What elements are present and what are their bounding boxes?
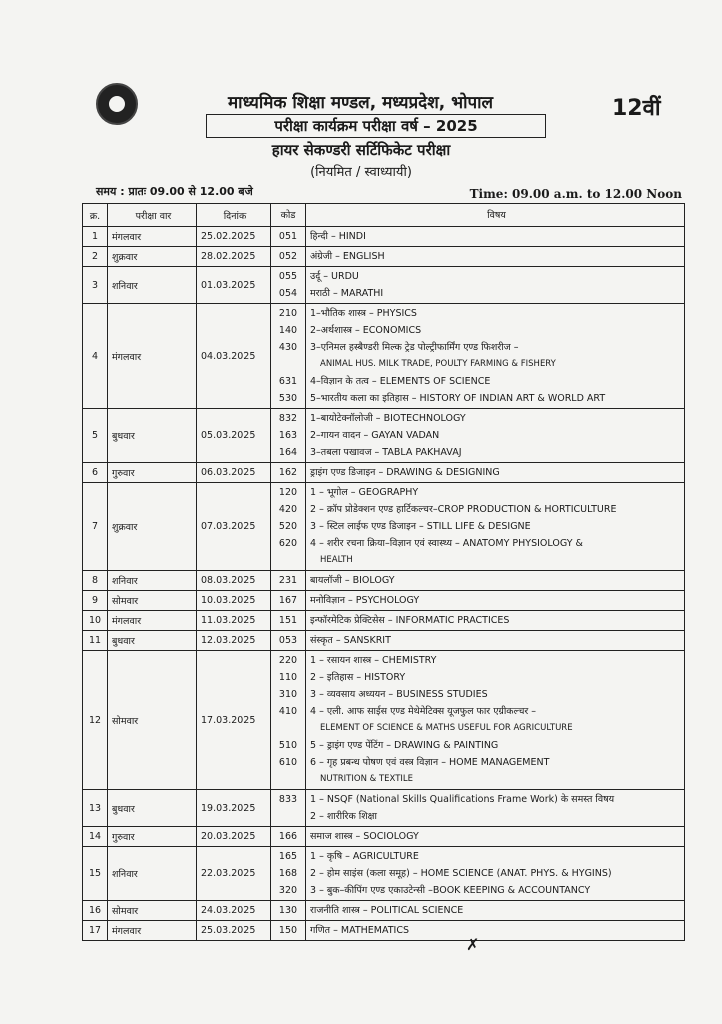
subject-line: 1–भौतिक शास्त्र – PHYSICS [310, 308, 417, 319]
board-logo-icon [96, 83, 138, 125]
subject-code [272, 356, 304, 373]
row-serial: 4 [83, 304, 108, 409]
row-day: सोमवार [108, 591, 197, 611]
row-day: सोमवार [108, 901, 197, 921]
row-subjects [306, 847, 685, 901]
row-day: बुधवार [108, 409, 197, 463]
table-row [83, 247, 685, 267]
row-date: 10.03.2025 [197, 591, 271, 611]
table-row [83, 631, 685, 651]
subject-code: 168 [278, 868, 298, 879]
subject-line: मराठी – MARATHI [310, 288, 384, 299]
subject-line: 1 – रसायन शास्त्र – CHEMISTRY [310, 655, 437, 666]
row-codes [271, 921, 306, 941]
row-date: 24.03.2025 [197, 901, 271, 921]
subject-line: 3–एनिमल हस्बैण्डरी मिल्क ट्रेड पोल्ट्रीफार्मिंग एण्ड फिशरीज – [310, 342, 519, 353]
subject-line: 3–तबला पखावज – TABLA PAKHAVAJ [310, 447, 462, 458]
row-date: 25.03.2025 [197, 921, 271, 941]
subject-code: 054 [278, 288, 298, 299]
table-row [83, 591, 685, 611]
subject-line: मनोविज्ञान – PSYCHOLOGY [310, 595, 420, 606]
row-subjects [306, 611, 685, 631]
subject-code: 052 [278, 251, 298, 262]
subject-line: संस्कृत – SANSKRIT [310, 635, 391, 646]
row-serial: 17 [83, 921, 108, 941]
row-codes [271, 247, 306, 267]
subject-code: 410 [278, 706, 298, 717]
subject-line: 3 – व्यवसाय अध्ययन – BUSINESS STUDIES [310, 689, 488, 700]
subject-code: 231 [278, 575, 298, 586]
subject-line: 1 – NSQF (National Skills Qualifications Frame Work) के समस्त विषय [310, 794, 615, 805]
subject-code: 631 [278, 376, 298, 387]
subject-line: HEALTH [320, 555, 353, 565]
row-subjects [306, 304, 685, 409]
subject-code: 610 [278, 757, 298, 768]
row-date: 01.03.2025 [197, 267, 271, 304]
row-codes [271, 591, 306, 611]
subject-line: 5 – ड्राइंग एण्ड पेंटिंग – DRAWING & PAINTING [310, 740, 499, 751]
row-serial: 6 [83, 463, 108, 483]
row-subjects [306, 790, 685, 827]
time-hindi: समय : प्रातः 09.00 से 12.00 बजे [96, 185, 253, 198]
subject-line: 2 – इतिहास – HISTORY [310, 672, 406, 683]
subject-code: 510 [278, 740, 298, 751]
table-row [83, 827, 685, 847]
row-subjects [306, 267, 685, 304]
table-row [83, 463, 685, 483]
row-day: सोमवार [108, 651, 197, 790]
row-day: मंगलवार [108, 304, 197, 409]
subject-line: समाज शास्त्र – SOCIOLOGY [310, 831, 419, 842]
subject-code [272, 552, 304, 569]
row-day: गुरुवार [108, 827, 197, 847]
subject-code: 130 [278, 905, 298, 916]
subject-line: ड्राइंग एण्ड डिजाइन – DRAWING & DESIGNING [310, 467, 500, 478]
row-day: बुधवार [108, 631, 197, 651]
subject-code: 165 [278, 851, 298, 862]
row-serial: 14 [83, 827, 108, 847]
row-serial: 15 [83, 847, 108, 901]
row-day: मंगलवार [108, 611, 197, 631]
subject-line: हिन्दी – HINDI [310, 231, 366, 242]
row-subjects [306, 227, 685, 247]
subject-line: 1 – भूगोल – GEOGRAPHY [310, 487, 419, 498]
subject-line: राजनीति शास्त्र – POLITICAL SCIENCE [310, 905, 464, 916]
table-row [83, 267, 685, 304]
subject-line: 4 – शरीर रचना क्रिया–विज्ञान एवं स्वास्थ्य – ANATOMY PHYSIOLOGY & [310, 538, 583, 549]
subject-code: 140 [278, 325, 298, 336]
subject-code: 430 [278, 342, 298, 353]
header-day: परीक्षा वार [108, 204, 197, 227]
subject-line: NUTRITION & TEXTILE [320, 774, 414, 784]
row-day: शनिवार [108, 571, 197, 591]
subject-line: 2–अर्थशास्त्र – ECONOMICS [310, 325, 422, 336]
subject-code: 051 [278, 231, 298, 242]
subject-code: 163 [278, 430, 298, 441]
row-codes [271, 651, 306, 790]
row-subjects [306, 827, 685, 847]
header-code: कोड [271, 204, 306, 227]
row-codes [271, 463, 306, 483]
subject-code [272, 808, 304, 825]
row-date: 08.03.2025 [197, 571, 271, 591]
subject-line: 1–बायोटेक्नॉलोजी – BIOTECHNOLOGY [310, 413, 466, 424]
subject-line: 5–भारतीय कला का इतिहास – HISTORY OF INDIAN ART & WORLD ART [310, 393, 606, 404]
row-subjects [306, 631, 685, 651]
table-row [83, 790, 685, 827]
row-subjects [306, 591, 685, 611]
subject-code: 151 [278, 615, 298, 626]
row-date: 11.03.2025 [197, 611, 271, 631]
subject-code: 530 [278, 393, 298, 404]
table-row [83, 227, 685, 247]
row-serial: 5 [83, 409, 108, 463]
row-day: मंगलवार [108, 227, 197, 247]
subject-line: 4 – एली. आफ साईस एण्ड मेथेमेटिक्स यूजफुल फार एग्रीकल्चर – [310, 706, 537, 717]
subject-code: 150 [278, 925, 298, 936]
subject-code [272, 771, 304, 788]
subject-line: 2–गायन वादन – GAYAN VADAN [310, 430, 440, 441]
subject-code: 167 [278, 595, 298, 606]
table-row [83, 651, 685, 790]
time-english: Time: 09.00 a.m. to 12.00 Noon [469, 187, 682, 201]
row-date: 19.03.2025 [197, 790, 271, 827]
schedule-title: परीक्षा कार्यक्रम परीक्षा वर्ष – 2025 [206, 114, 546, 138]
grade-label: 12वीं [612, 96, 661, 121]
row-codes [271, 847, 306, 901]
subject-line: 4–विज्ञान के तत्व – ELEMENTS OF SCIENCE [310, 376, 491, 387]
subject-code: 520 [278, 521, 298, 532]
table-row [83, 847, 685, 901]
row-serial: 7 [83, 483, 108, 571]
table-header-row [83, 204, 685, 227]
subject-code: 166 [278, 831, 298, 842]
subject-code [272, 720, 304, 737]
subject-code: 832 [278, 413, 298, 424]
row-subjects [306, 651, 685, 790]
row-serial: 11 [83, 631, 108, 651]
table-row [83, 921, 685, 941]
row-date: 17.03.2025 [197, 651, 271, 790]
row-day: शनिवार [108, 267, 197, 304]
row-serial: 2 [83, 247, 108, 267]
row-codes [271, 304, 306, 409]
subject-code: 164 [278, 447, 298, 458]
subject-code: 162 [278, 467, 298, 478]
schedule-body [83, 227, 685, 941]
subject-code: 220 [278, 655, 298, 666]
header-date: दिनांक [197, 204, 271, 227]
header-serial: क्र. [83, 204, 108, 227]
row-codes [271, 790, 306, 827]
subject-code: 110 [278, 672, 298, 683]
subject-code: 420 [278, 504, 298, 515]
row-day: शुक्रवार [108, 483, 197, 571]
subject-code: 310 [278, 689, 298, 700]
org-name: माध्यमिक शिक्षा मण्डल, मध्यप्रदेश, भोपाल [228, 93, 494, 113]
row-codes [271, 483, 306, 571]
row-codes [271, 611, 306, 631]
row-date: 25.02.2025 [197, 227, 271, 247]
table-row [83, 571, 685, 591]
row-codes [271, 827, 306, 847]
subject-line: 2 – होम साइंस (कला समूह) – HOME SCIENCE (ANAT. PHYS. & HYGINS) [310, 868, 612, 879]
table-row [83, 304, 685, 409]
subject-line: 3 – स्टिल लाईफ एण्ड डिजाइन – STILL LIFE & DESIGNE [310, 521, 531, 532]
row-subjects [306, 571, 685, 591]
row-serial: 12 [83, 651, 108, 790]
subject-line: 3 – बुक–कीपिंग एण्ड एकाउटेन्सी –BOOK KEEPING & ACCOUNTANCY [310, 885, 591, 896]
row-codes [271, 571, 306, 591]
subject-code: 055 [278, 271, 298, 282]
row-serial: 1 [83, 227, 108, 247]
row-subjects [306, 463, 685, 483]
table-row [83, 901, 685, 921]
subject-code: 620 [278, 538, 298, 549]
row-serial: 3 [83, 267, 108, 304]
row-subjects [306, 483, 685, 571]
schedule-table [82, 203, 685, 941]
signature-mark-icon: ✗ [466, 935, 480, 954]
row-codes [271, 409, 306, 463]
row-day: शनिवार [108, 847, 197, 901]
subject-line: गणित – MATHEMATICS [310, 925, 410, 936]
subject-code: 120 [278, 487, 298, 498]
row-subjects [306, 901, 685, 921]
row-day: बुधवार [108, 790, 197, 827]
subject-line: 2 – क्रॉप प्रोडेक्शन एण्ड हार्टिकल्चर–CROP PRODUCTION & HORTICULTURE [310, 504, 617, 515]
row-subjects [306, 409, 685, 463]
row-codes [271, 901, 306, 921]
row-date: 06.03.2025 [197, 463, 271, 483]
row-serial: 9 [83, 591, 108, 611]
subject-line: ANIMAL HUS. MILK TRADE, POULTY FARMING & FISHERY [320, 359, 556, 369]
subject-code: 833 [278, 794, 298, 805]
subject-line: बायलॉजी – BIOLOGY [310, 575, 395, 586]
row-date: 05.03.2025 [197, 409, 271, 463]
subject-line: 2 – शारीरिक शिक्षा [310, 811, 377, 822]
subject-line: 1 – कृषि – AGRICULTURE [310, 851, 419, 862]
subject-line: ELEMENT OF SCIENCE & MATHS USEFUL FOR AGRICULTURE [320, 723, 573, 733]
row-date: 12.03.2025 [197, 631, 271, 651]
row-date: 07.03.2025 [197, 483, 271, 571]
row-subjects [306, 921, 685, 941]
row-day: मंगलवार [108, 921, 197, 941]
subject-code: 053 [278, 635, 298, 646]
row-codes [271, 227, 306, 247]
subject-code: 210 [278, 308, 298, 319]
subject-code: 320 [278, 885, 298, 896]
row-day: गुरुवार [108, 463, 197, 483]
exam-mode: (नियमित / स्वाध्यायी) [310, 165, 412, 180]
row-date: 20.03.2025 [197, 827, 271, 847]
row-serial: 10 [83, 611, 108, 631]
row-subjects [306, 247, 685, 267]
row-codes [271, 631, 306, 651]
header-subject: विषय [306, 204, 685, 227]
table-row [83, 611, 685, 631]
row-serial: 8 [83, 571, 108, 591]
row-day: शुक्रवार [108, 247, 197, 267]
exam-name: हायर सेकण्डरी सर्टिफिकेट परीक्षा [271, 141, 451, 159]
row-serial: 13 [83, 790, 108, 827]
subject-line: उर्दू – URDU [310, 271, 359, 282]
table-row [83, 409, 685, 463]
row-date: 22.03.2025 [197, 847, 271, 901]
subject-line: अंग्रेजी – ENGLISH [310, 251, 385, 262]
row-serial: 16 [83, 901, 108, 921]
row-date: 04.03.2025 [197, 304, 271, 409]
subject-line: इन्फॉरमेटिक प्रेक्टिसेस – INFORMATIC PRACTICES [310, 615, 510, 626]
subject-line: 6 – गृह प्रबन्ध पोषण एवं वस्त्र विज्ञान – HOME MANAGEMENT [310, 757, 550, 768]
table-row [83, 483, 685, 571]
row-codes [271, 267, 306, 304]
row-date: 28.02.2025 [197, 247, 271, 267]
